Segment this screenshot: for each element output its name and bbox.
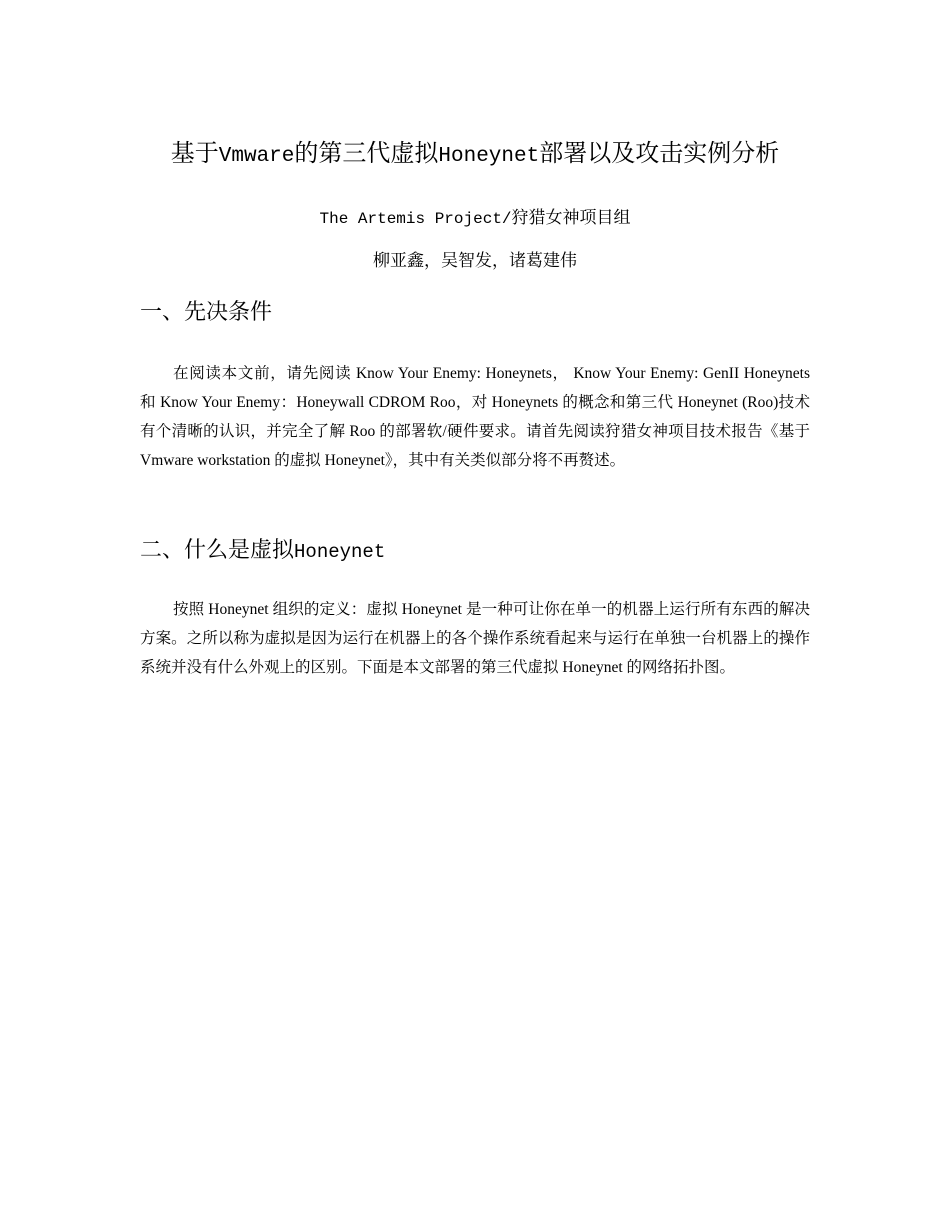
subtitle-text: 狩猎女神项目组 bbox=[511, 208, 631, 227]
subtitle-code: The Artemis Project/ bbox=[319, 210, 512, 228]
title-prefix: 基于 bbox=[170, 141, 219, 167]
title-suffix: 部署以及攻击实例分析 bbox=[539, 141, 780, 167]
title-middle: 的第三代虚拟 bbox=[294, 141, 439, 167]
section-heading-virtual-honeynet bbox=[140, 534, 385, 568]
section-paragraph-prerequisites: 在阅读本文前，请先阅读 Know Your Enemy: Honeynets， Know Your Enemy: GenII Honeynets 和 Know Your Enemy：Honeywall CDROM Roo，对 Honeynets 的概念和第三代 Honeynet (Roo)技术有个清晰的认识，并完全了解 Roo 的部署软/硬件要求。请首先阅读狩猎女神项目技术报告《基于 Vmware workstation 的虚拟 Honeynet》，其中有关类似部分将不再赘述。 bbox=[140, 365, 810, 469]
document-title bbox=[0, 137, 950, 174]
section-heading-text: 二、什么是虚拟 bbox=[140, 537, 295, 562]
title-code-honeynet: Honeynet bbox=[438, 145, 540, 168]
section-heading-text: 一、先决条件 bbox=[140, 299, 273, 324]
title-code-vmware: Vmware bbox=[218, 145, 295, 168]
section-heading-code: Honeynet bbox=[294, 541, 386, 563]
section-heading-prerequisites bbox=[140, 296, 272, 330]
section-paragraph-virtual-honeynet: 按照 Honeynet 组织的定义：虚拟 Honeynet 是一种可让你在单一的机器上运行所有东西的解决方案。之所以称为虚拟是因为运行在机器上的各个操作系统看起来与运行在单独一台机器上的操作系统并没有什么外观上的区别。下面是本文部署的第三代虚拟 Honeynet 的网络拓扑图。 bbox=[140, 601, 810, 676]
document-subtitle bbox=[0, 205, 950, 232]
document-authors: 柳亚鑫，吴智发，诸葛建伟 bbox=[373, 251, 577, 270]
